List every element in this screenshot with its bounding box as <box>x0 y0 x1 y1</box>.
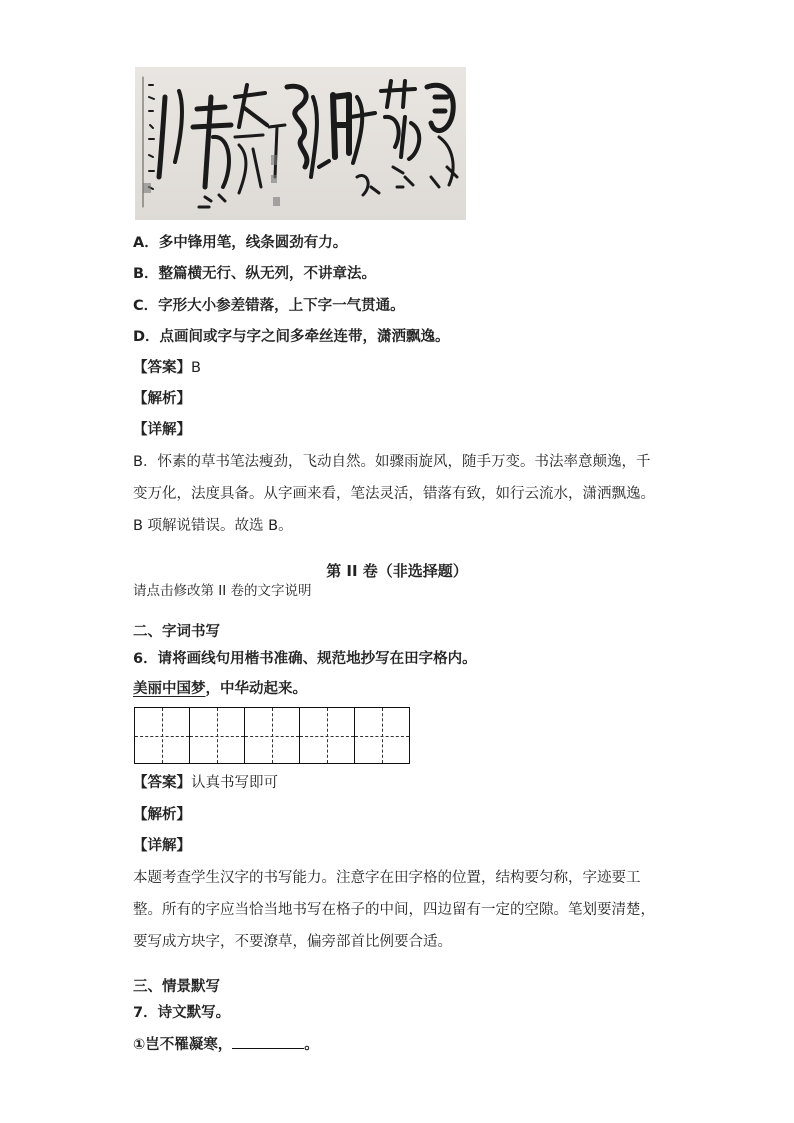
detail-text: B．怀素的草书笔法瘦劲，飞动自然。如骤雨旋风，随手万变。书法率意颠逸，千变万化，法度具备。从字画来看，笔法灵活，错落有致，如行云流水，潇洒飘逸。B 项解说错误。故选 B。 <box>133 454 655 534</box>
answer-row <box>133 773 278 793</box>
calligraphy-strokes <box>135 67 466 220</box>
sentence-rest: ，中华动起来。 <box>205 681 307 697</box>
volume-title: 第 II 卷（非选择题） <box>326 562 468 580</box>
detail-label: 【详解】 <box>133 838 191 854</box>
volume-note: 请点击修改第 II 卷的文字说明 <box>133 583 312 599</box>
section-heading: 三、情景默写 <box>133 979 220 995</box>
grid-cell <box>190 708 245 763</box>
option-d: D．点画间或字与字之间多牵丝连带，潇洒飘逸。 <box>133 329 450 345</box>
grid-cell <box>355 708 409 763</box>
analysis-label: 【解析】 <box>133 807 191 823</box>
detail-text: 本题考查学生汉字的书写能力。注意字在田字格的位置，结构要匀称，字迹要工整。所有的字应当恰当地书写在格子的中间，四边留有一定的空隙。笔划要清楚，要写成方块字，不要潦草，偏旁部首比例要合适。 <box>133 870 655 950</box>
option-c: C．字形大小参差错落，上下字一气贯通。 <box>133 298 405 314</box>
question-text: 6．请将画线句用楷书准确、规范地抄写在田字格内。 <box>133 651 477 667</box>
item-suffix: 。 <box>304 1037 319 1053</box>
question-text: 7．诗文默写。 <box>133 1005 231 1021</box>
fill-in-item <box>133 1034 319 1055</box>
answer-label: 【答案】 <box>133 775 191 791</box>
answer-blank[interactable] <box>232 1034 304 1049</box>
underlined-sentence: 美丽中国梦 <box>133 681 206 697</box>
tianzige-grid <box>134 707 410 764</box>
answer-row <box>133 358 201 378</box>
sentence-row <box>133 679 307 699</box>
detail-label: 【详解】 <box>133 422 191 438</box>
analysis-label: 【解析】 <box>133 391 191 407</box>
calligraphy-image <box>135 67 466 220</box>
item-prefix: ①岂不罹凝寒， <box>133 1037 233 1053</box>
answer-value: B <box>191 360 201 376</box>
grid-cell <box>300 708 355 763</box>
grid-cell <box>245 708 300 763</box>
section-heading: 二、字词书写 <box>133 624 220 640</box>
option-a: A．多中锋用笔，线条圆劲有力。 <box>133 235 348 251</box>
grid-cell <box>135 708 190 763</box>
answer-label: 【答案】 <box>133 360 191 376</box>
option-b: B．整篇横无行、纵无列，不讲章法。 <box>133 266 377 282</box>
answer-value: 认真书写即可 <box>191 775 278 791</box>
